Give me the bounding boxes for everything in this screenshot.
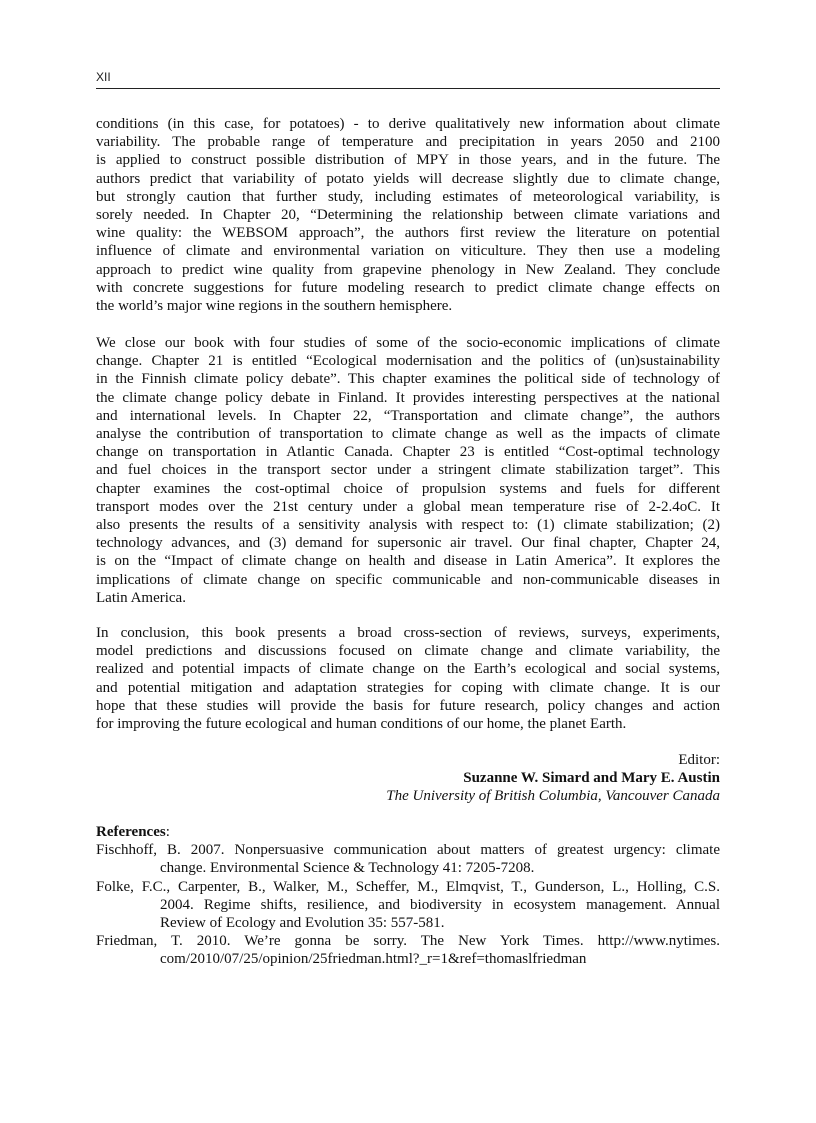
text-line: change on transportation in Atlantic Canada. Chapter 23 is entitled “Cost-optimal technology xyxy=(96,444,720,461)
text-line: sorely needed. In Chapter 20, “Determining the relationship between climate variations and xyxy=(96,207,720,224)
editor-names: Suzanne W. Simard and Mary E. Austin xyxy=(463,770,720,787)
text-line: authors predict that variability of potato yields will decrease slightly due to climate change, xyxy=(96,170,720,187)
reference-item xyxy=(96,932,720,968)
reference-line: 2004. Regime shifts, resilience, and biodiversity in ecosystem management. Annual xyxy=(160,896,720,913)
reference-item xyxy=(96,878,720,933)
text-line: is on the “Impact of climate change on health and disease in Latin America”. It explores the xyxy=(96,553,720,570)
text-line: analyse the contribution of transportation to climate change as well as the impacts of climate xyxy=(96,426,720,443)
signature-block xyxy=(96,751,720,806)
text-line: in the Finnish climate policy debate”. This chapter examines the political side of technology of xyxy=(96,371,720,388)
text-line: hope that these studies will provide the basis for future research, policy changes and action xyxy=(96,697,720,714)
text-line: the climate change policy debate in Finland. It provides interesting perspectives at the national xyxy=(96,389,720,406)
header-rule xyxy=(96,88,720,89)
paragraph-conclusion xyxy=(96,624,720,733)
reference-line: com/2010/07/25/opinion/25friedman.html?_r=1&ref=thomaslfriedman xyxy=(160,951,587,968)
editor-label: Editor: xyxy=(678,752,720,768)
text-line: the world’s major wine regions in the southern hemisphere. xyxy=(96,298,453,315)
text-line: influence of climate and environmental variation on viticulture. They then use a modeling xyxy=(96,243,720,260)
text-line: chapter examines the cost-optimal choice of propulsion systems and fuels for different xyxy=(96,480,720,497)
text-line: but strongly caution that further study, including estimates of meteorological variability, is xyxy=(96,188,720,205)
text-line: with concrete suggestions for future modeling research to predict climate change effects on xyxy=(96,279,720,296)
reference-item xyxy=(96,841,720,877)
text-line: conditions (in this case, for potatoes) - to derive qualitatively new information about climate xyxy=(96,116,720,132)
reference-line: Friedman, T. 2010. We’re gonna be sorry. The New York Times. http://www.nytimes. xyxy=(96,933,720,950)
text-line: change. Chapter 21 is entitled “Ecological modernisation and the politics of (un)sustainability xyxy=(96,353,720,370)
text-line: is applied to construct possible distribution of MPY in those years, and in the future. The xyxy=(96,152,720,169)
text-line: wine quality: the WEBSOM approach”, the authors first review the literature on potential xyxy=(96,225,720,242)
reference-line: Review of Ecology and Evolution 35: 557-581. xyxy=(160,915,445,932)
paragraph-chapter-summaries xyxy=(96,115,720,315)
references-section xyxy=(96,823,720,969)
text-line: and international levels. In Chapter 22, “Transportation and climate change”, the authors xyxy=(96,407,720,424)
text-line: implications of climate change on specific communicable and non-communicable diseases in xyxy=(96,571,720,588)
text-line: transport modes over the 21st century under a global mean temperature rise of 2-2.4oC. It xyxy=(96,498,720,515)
text-line: Latin America. xyxy=(96,589,186,606)
text-line: and fuel choices in the transport sector under a stringent climate stabilization target”. This xyxy=(96,462,720,479)
page-number: XII xyxy=(96,70,111,84)
references-heading: References xyxy=(96,824,166,840)
text-line: In conclusion, this book presents a broad cross-section of reviews, surveys, experiments, xyxy=(96,625,720,641)
reference-line: Fischhoff, B. 2007. Nonpersuasive communication about matters of greatest urgency: climate xyxy=(96,842,720,859)
text-line: approach to predict wine quality from grapevine phenology in New Zealand. They conclude xyxy=(96,261,720,278)
text-line: for improving the future ecological and human conditions of our home, the planet Earth. xyxy=(96,716,627,733)
text-line: technology advances, and (3) demand for supersonic air travel. Our final chapter, Chapter 24, xyxy=(96,535,720,552)
reference-line: change. Environmental Science & Technology 41: 7205-7208. xyxy=(160,860,535,877)
text-line: variability. The probable range of temperature and precipitation in years 2050 and 2100 xyxy=(96,134,720,151)
text-line: and potential mitigation and adaptation strategies for coping with climate change. It is our xyxy=(96,679,720,696)
reference-line: Folke, F.C., Carpenter, B., Walker, M., Scheffer, M., Elmqvist, T., Gunderson, L., Holling, C.S. xyxy=(96,878,720,895)
references-colon: : xyxy=(165,824,170,840)
text-line: realized and potential impacts of climate change on the Earth’s ecological and social systems, xyxy=(96,661,720,678)
paragraph-socio-economic xyxy=(96,334,720,607)
text-line: We close our book with four studies of some of the socio-economic implications of climate xyxy=(96,335,720,351)
text-line: also presents the results of a sensitivity analysis with respect to: (1) climate stabilization; (2) xyxy=(96,517,720,534)
editor-affiliation: The University of British Columbia, Vancouver Canada xyxy=(386,788,720,805)
text-line: model predictions and discussions focused on climate change and climate variability, the xyxy=(96,643,720,660)
